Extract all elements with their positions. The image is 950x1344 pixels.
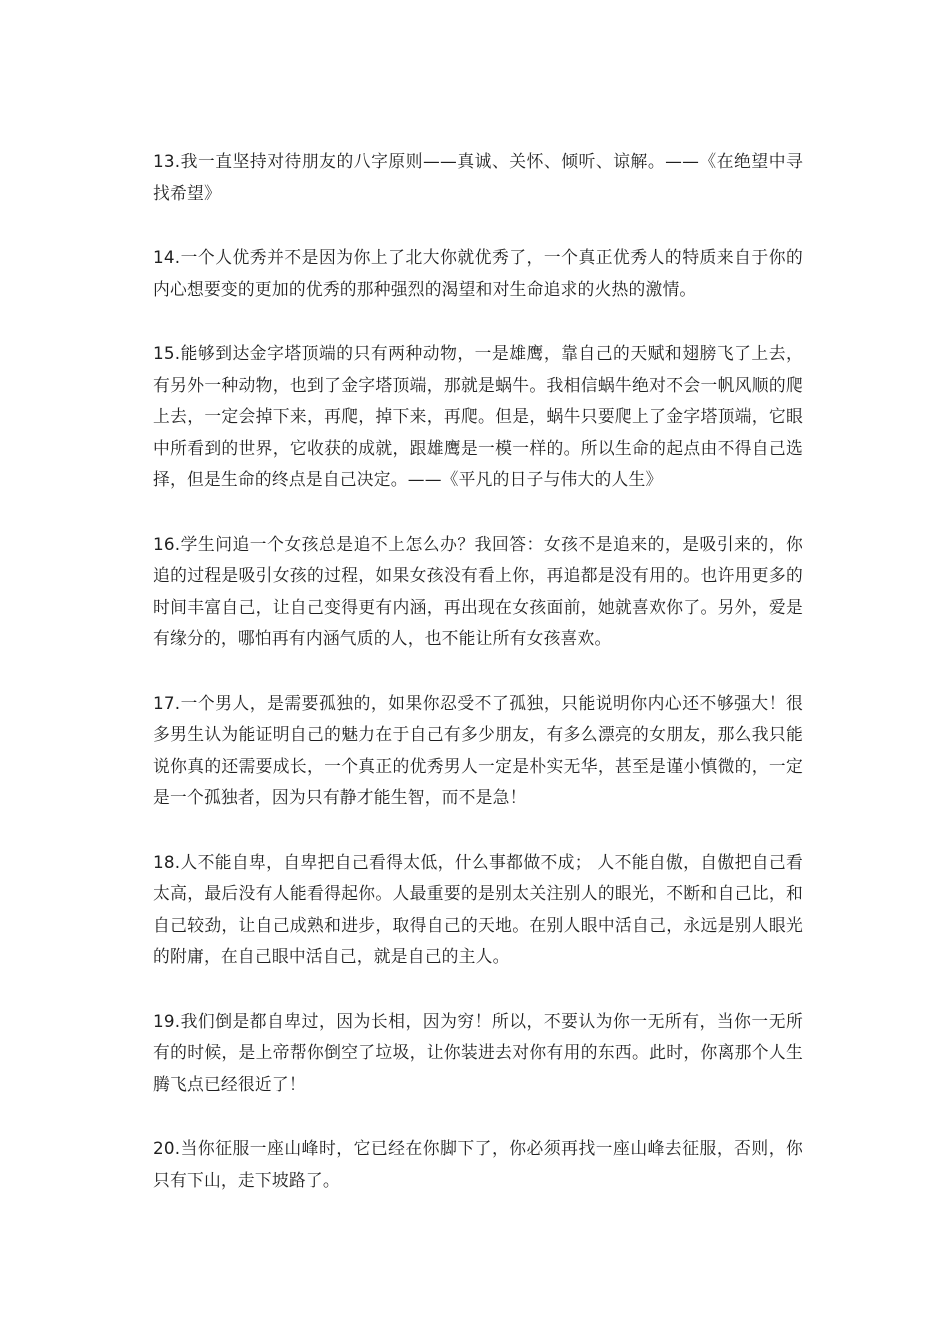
paragraph-18: 18.人不能自卑，自卑把自己看得太低，什么事都做不成； 人不能自傲，自傲把自己看太高，最后没有人能看得起你。人最重要的是别太关注别人的眼光，不断和自己比，和自己较劲，让自己成熟和进步，取得自己的天地。在别人眼中活自己，永远是别人眼光的附庸，在自己眼中活自己，就是自己的主人。 (153, 851, 803, 966)
paragraph-19: 19.我们倒是都自卑过，因为长相，因为穷！所以，不要认为你一无所有，当你一无所有的时候，是上帝帮你倒空了垃圾，让你装进去对你有用的东西。此时，你离那个人生腾飞点已经很近了！ (153, 1010, 803, 1094)
paragraph-17: 17.一个男人，是需要孤独的，如果你忍受不了孤独，只能说明你内心还不够强大！很多男生认为能证明自己的魅力在于自己有多少朋友，有多么漂亮的女朋友，那么我只能说你真的还需要成长，一个真正的优秀男人一定是朴实无华，甚至是谨小慎微的，一定是一个孤独者，因为只有静才能生智，而不是急！ (153, 692, 803, 807)
document-body (153, 146, 803, 1229)
paragraph-14: 14.一个人优秀并不是因为你上了北大你就优秀了，一个真正优秀人的特质来自于你的内心想要变的更加的优秀的那种强烈的渴望和对生命追求的火热的激情。 (153, 247, 803, 299)
paragraph-20: 20.当你征服一座山峰时，它已经在你脚下了，你必须再找一座山峰去征服，否则，你只有下山，走下坡路了。 (153, 1138, 803, 1190)
paragraph-15: 15.能够到达金字塔顶端的只有两种动物，一是雄鹰，靠自己的天赋和翅膀飞了上去，有另外一种动物，也到了金字塔顶端，那就是蜗牛。我相信蜗牛绝对不会一帆风顺的爬上去，一定会掉下来，再爬，掉下来，再爬。但是，蜗牛只要爬上了金字塔顶端，它眼中所看到的世界，它收获的成就，跟雄鹰是一模一样的。所以生命的起点由不得自己选择，但是生命的终点是自己决定。——《平凡的日子与伟大的人生》 (153, 343, 803, 489)
paragraph-16: 16.学生问追一个女孩总是追不上怎么办？我回答：女孩不是追来的，是吸引来的，你追的过程是吸引女孩的过程，如果女孩没有看上你，再追都是没有用的。也许用更多的时间丰富自己，让自己变得更有内涵，再出现在女孩面前，她就喜欢你了。另外，爱是有缘分的，哪怕再有内涵气质的人，也不能让所有女孩喜欢。 (153, 533, 803, 648)
paragraph-13: 13.我一直坚持对待朋友的八字原则——真诚、关怀、倾听、谅解。——《在绝望中寻找希望》 (153, 151, 803, 203)
